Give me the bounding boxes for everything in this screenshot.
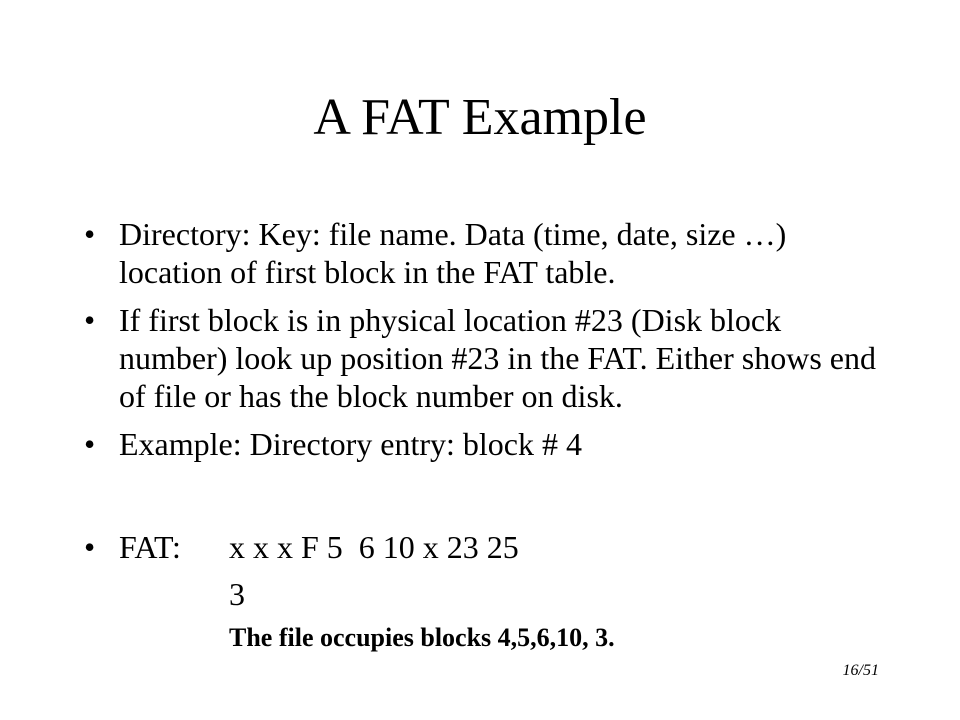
bullet-example (84, 425, 884, 463)
fat-continuation: 3 (229, 576, 245, 612)
bullet-icon: • (84, 426, 96, 462)
slide-title: A FAT Example (313, 89, 647, 146)
bullet-directory (84, 215, 884, 291)
bullet-icon: • (84, 302, 96, 338)
conclusion-text: The file occupies blocks 4,5,6,10, 3. (229, 623, 615, 652)
fat-label: FAT: (119, 529, 181, 565)
bullet-text: Example: Directory entry: block # 4 (119, 426, 582, 462)
bullet-icon: • (84, 529, 96, 565)
bullet-text: If first block is in physical location #23 (Disk block number) look up position #23 in the FAT. Either shows end of file or has the block number on disk. (119, 302, 876, 414)
bullet-text: Directory: Key: file name. Data (time, date, size …) location of first block in the FAT table. (119, 216, 787, 290)
page-number: 16/51 (842, 662, 879, 679)
bullet-first-block (84, 301, 884, 415)
bullet-icon: • (84, 216, 96, 252)
fat-values: x x x F 5 6 10 x 23 25 (229, 529, 519, 565)
bullet-list (84, 215, 884, 473)
